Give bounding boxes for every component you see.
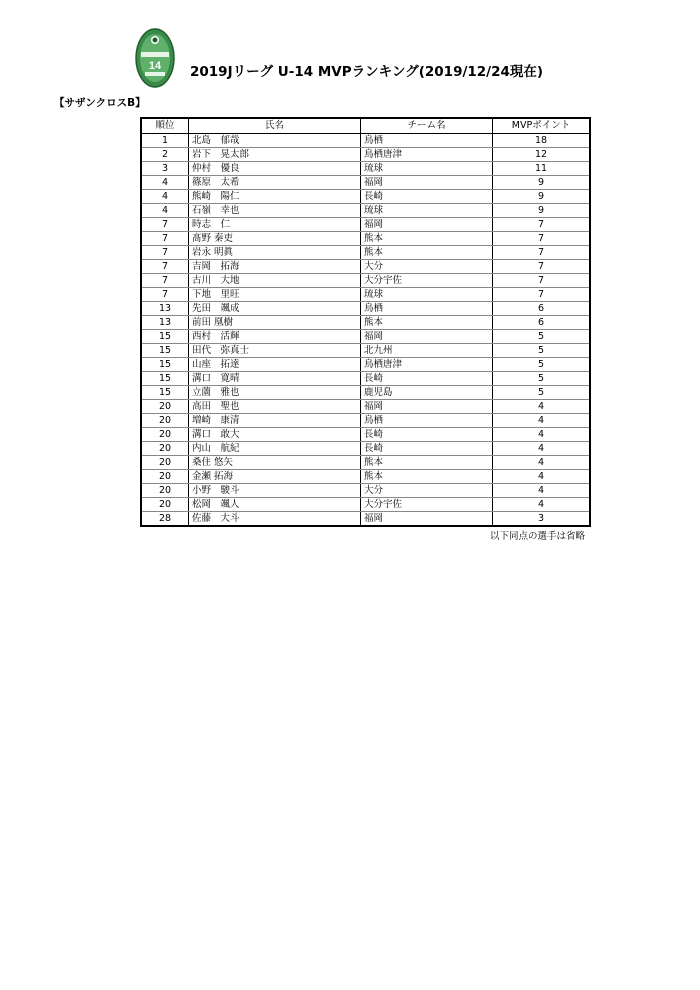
points-cell: 12: [493, 148, 591, 162]
table-row: [141, 176, 590, 190]
points-cell: 4: [493, 428, 591, 442]
rank-cell: 15: [141, 344, 189, 358]
points-cell: 7: [493, 246, 591, 260]
name-cell: 金瀬 拓海: [189, 470, 361, 484]
rank-cell: 13: [141, 302, 189, 316]
name-cell: 北島 郁哉: [189, 134, 361, 148]
table-row: [141, 498, 590, 512]
logo-number: 14: [148, 60, 162, 72]
name-cell: 桑住 悠矢: [189, 456, 361, 470]
table-row: [141, 218, 590, 232]
points-cell: 11: [493, 162, 591, 176]
name-cell: 岩下 晃太郎: [189, 148, 361, 162]
name-cell: 熊崎 陽仁: [189, 190, 361, 204]
table-row: [141, 330, 590, 344]
team-cell: 長崎: [361, 428, 493, 442]
team-cell: 福岡: [361, 400, 493, 414]
rank-cell: 20: [141, 470, 189, 484]
points-cell: 7: [493, 260, 591, 274]
team-cell: 鳥栖: [361, 302, 493, 316]
rank-cell: 20: [141, 484, 189, 498]
points-cell: 6: [493, 316, 591, 330]
points-cell: 18: [493, 134, 591, 148]
rank-cell: 7: [141, 274, 189, 288]
page-title: 2019Jリーグ U-14 MVPランキング(2019/12/24現在): [190, 64, 544, 80]
rank-cell: 20: [141, 442, 189, 456]
points-cell: 5: [493, 330, 591, 344]
name-cell: 立薗 雅也: [189, 386, 361, 400]
points-cell: 5: [493, 386, 591, 400]
league-logo: [135, 28, 175, 88]
name-cell: 佐藤 大斗: [189, 512, 361, 527]
table-row: [141, 204, 590, 218]
points-cell: 9: [493, 176, 591, 190]
points-cell: 9: [493, 190, 591, 204]
name-cell: 下地 里旺: [189, 288, 361, 302]
name-cell: 石嶺 幸也: [189, 204, 361, 218]
name-cell: 古川 大地: [189, 274, 361, 288]
rank-cell: 4: [141, 190, 189, 204]
table-header-row: [141, 118, 590, 134]
team-cell: 熊本: [361, 246, 493, 260]
rank-cell: 13: [141, 316, 189, 330]
name-cell: 吉岡 拓海: [189, 260, 361, 274]
table-row: [141, 400, 590, 414]
team-cell: 熊本: [361, 456, 493, 470]
points-cell: 4: [493, 484, 591, 498]
team-cell: 福岡: [361, 218, 493, 232]
points-cell: 5: [493, 372, 591, 386]
table-row: [141, 288, 590, 302]
points-cell: 7: [493, 274, 591, 288]
team-cell: 大分宇佐: [361, 498, 493, 512]
rank-cell: 1: [141, 134, 189, 148]
table-row: [141, 148, 590, 162]
rank-cell: 20: [141, 456, 189, 470]
points-cell: 7: [493, 232, 591, 246]
table-row: [141, 442, 590, 456]
name-cell: 田代 弥真士: [189, 344, 361, 358]
name-cell: 松岡 颯人: [189, 498, 361, 512]
name-cell: 時志 仁: [189, 218, 361, 232]
column-header-name: 氏名: [189, 118, 361, 134]
name-cell: 増崎 康清: [189, 414, 361, 428]
name-cell: 仲村 優良: [189, 162, 361, 176]
rank-cell: 3: [141, 162, 189, 176]
rank-cell: 15: [141, 372, 189, 386]
team-cell: 福岡: [361, 330, 493, 344]
table-row: [141, 456, 590, 470]
name-cell: 高田 聖也: [189, 400, 361, 414]
team-cell: 長崎: [361, 442, 493, 456]
table-row: [141, 260, 590, 274]
column-header-points: MVPポイント: [493, 118, 591, 134]
table-row: [141, 414, 590, 428]
points-cell: 3: [493, 512, 591, 527]
team-cell: 福岡: [361, 176, 493, 190]
team-cell: 熊本: [361, 470, 493, 484]
table-row: [141, 428, 590, 442]
table-row: [141, 512, 590, 527]
name-cell: 溝口 寛晴: [189, 372, 361, 386]
name-cell: 溝口 敢大: [189, 428, 361, 442]
team-cell: 熊本: [361, 232, 493, 246]
column-header-rank: 順位: [141, 118, 189, 134]
team-cell: 鳥栖: [361, 414, 493, 428]
points-cell: 5: [493, 358, 591, 372]
points-cell: 6: [493, 302, 591, 316]
table-row: [141, 484, 590, 498]
rank-cell: 15: [141, 330, 189, 344]
rank-cell: 2: [141, 148, 189, 162]
name-cell: 西村 活輝: [189, 330, 361, 344]
mvp-ranking-table: [140, 117, 591, 527]
table-row: [141, 344, 590, 358]
team-cell: 鳥栖唐津: [361, 358, 493, 372]
team-cell: 琉球: [361, 288, 493, 302]
name-cell: 小野 駿斗: [189, 484, 361, 498]
table-row: [141, 232, 590, 246]
points-cell: 4: [493, 470, 591, 484]
team-cell: 大分: [361, 260, 493, 274]
table-row: [141, 302, 590, 316]
points-cell: 7: [493, 218, 591, 232]
section-label: 【サザンクロスB】: [54, 97, 146, 109]
table-body: [141, 134, 590, 527]
rank-cell: 20: [141, 498, 189, 512]
rank-cell: 7: [141, 232, 189, 246]
rank-cell: 15: [141, 386, 189, 400]
table-row: [141, 162, 590, 176]
team-cell: 琉球: [361, 162, 493, 176]
rank-cell: 15: [141, 358, 189, 372]
name-cell: 岩永 明眞: [189, 246, 361, 260]
team-cell: 長崎: [361, 372, 493, 386]
team-cell: 熊本: [361, 316, 493, 330]
table-row: [141, 134, 590, 148]
table-row: [141, 274, 590, 288]
team-cell: 琉球: [361, 204, 493, 218]
table-row: [141, 190, 590, 204]
table-row: [141, 386, 590, 400]
team-cell: 鳥栖: [361, 134, 493, 148]
rank-cell: 4: [141, 176, 189, 190]
team-cell: 大分宇佐: [361, 274, 493, 288]
table-row: [141, 470, 590, 484]
points-cell: 7: [493, 288, 591, 302]
team-cell: 鳥栖唐津: [361, 148, 493, 162]
rank-cell: 20: [141, 414, 189, 428]
points-cell: 9: [493, 204, 591, 218]
points-cell: 4: [493, 456, 591, 470]
team-cell: 大分: [361, 484, 493, 498]
name-cell: 山座 拓達: [189, 358, 361, 372]
column-header-team: チーム名: [361, 118, 493, 134]
rank-cell: 7: [141, 288, 189, 302]
team-cell: 長崎: [361, 190, 493, 204]
rank-cell: 7: [141, 218, 189, 232]
table-row: [141, 246, 590, 260]
table-row: [141, 316, 590, 330]
points-cell: 5: [493, 344, 591, 358]
points-cell: 4: [493, 498, 591, 512]
name-cell: 髙野 秦吏: [189, 232, 361, 246]
rank-cell: 20: [141, 428, 189, 442]
name-cell: 篠原 太希: [189, 176, 361, 190]
rank-cell: 28: [141, 512, 189, 527]
team-cell: 鹿児島: [361, 386, 493, 400]
rank-cell: 4: [141, 204, 189, 218]
table-row: [141, 358, 590, 372]
team-cell: 北九州: [361, 344, 493, 358]
name-cell: 先田 颯成: [189, 302, 361, 316]
footnote: 以下同点の選手は省略: [490, 531, 586, 542]
rank-cell: 7: [141, 260, 189, 274]
points-cell: 4: [493, 442, 591, 456]
points-cell: 4: [493, 414, 591, 428]
table-row: [141, 372, 590, 386]
team-cell: 福岡: [361, 512, 493, 527]
name-cell: 内山 航紀: [189, 442, 361, 456]
rank-cell: 20: [141, 400, 189, 414]
name-cell: 前田 凰樹: [189, 316, 361, 330]
rank-cell: 7: [141, 246, 189, 260]
points-cell: 4: [493, 400, 591, 414]
